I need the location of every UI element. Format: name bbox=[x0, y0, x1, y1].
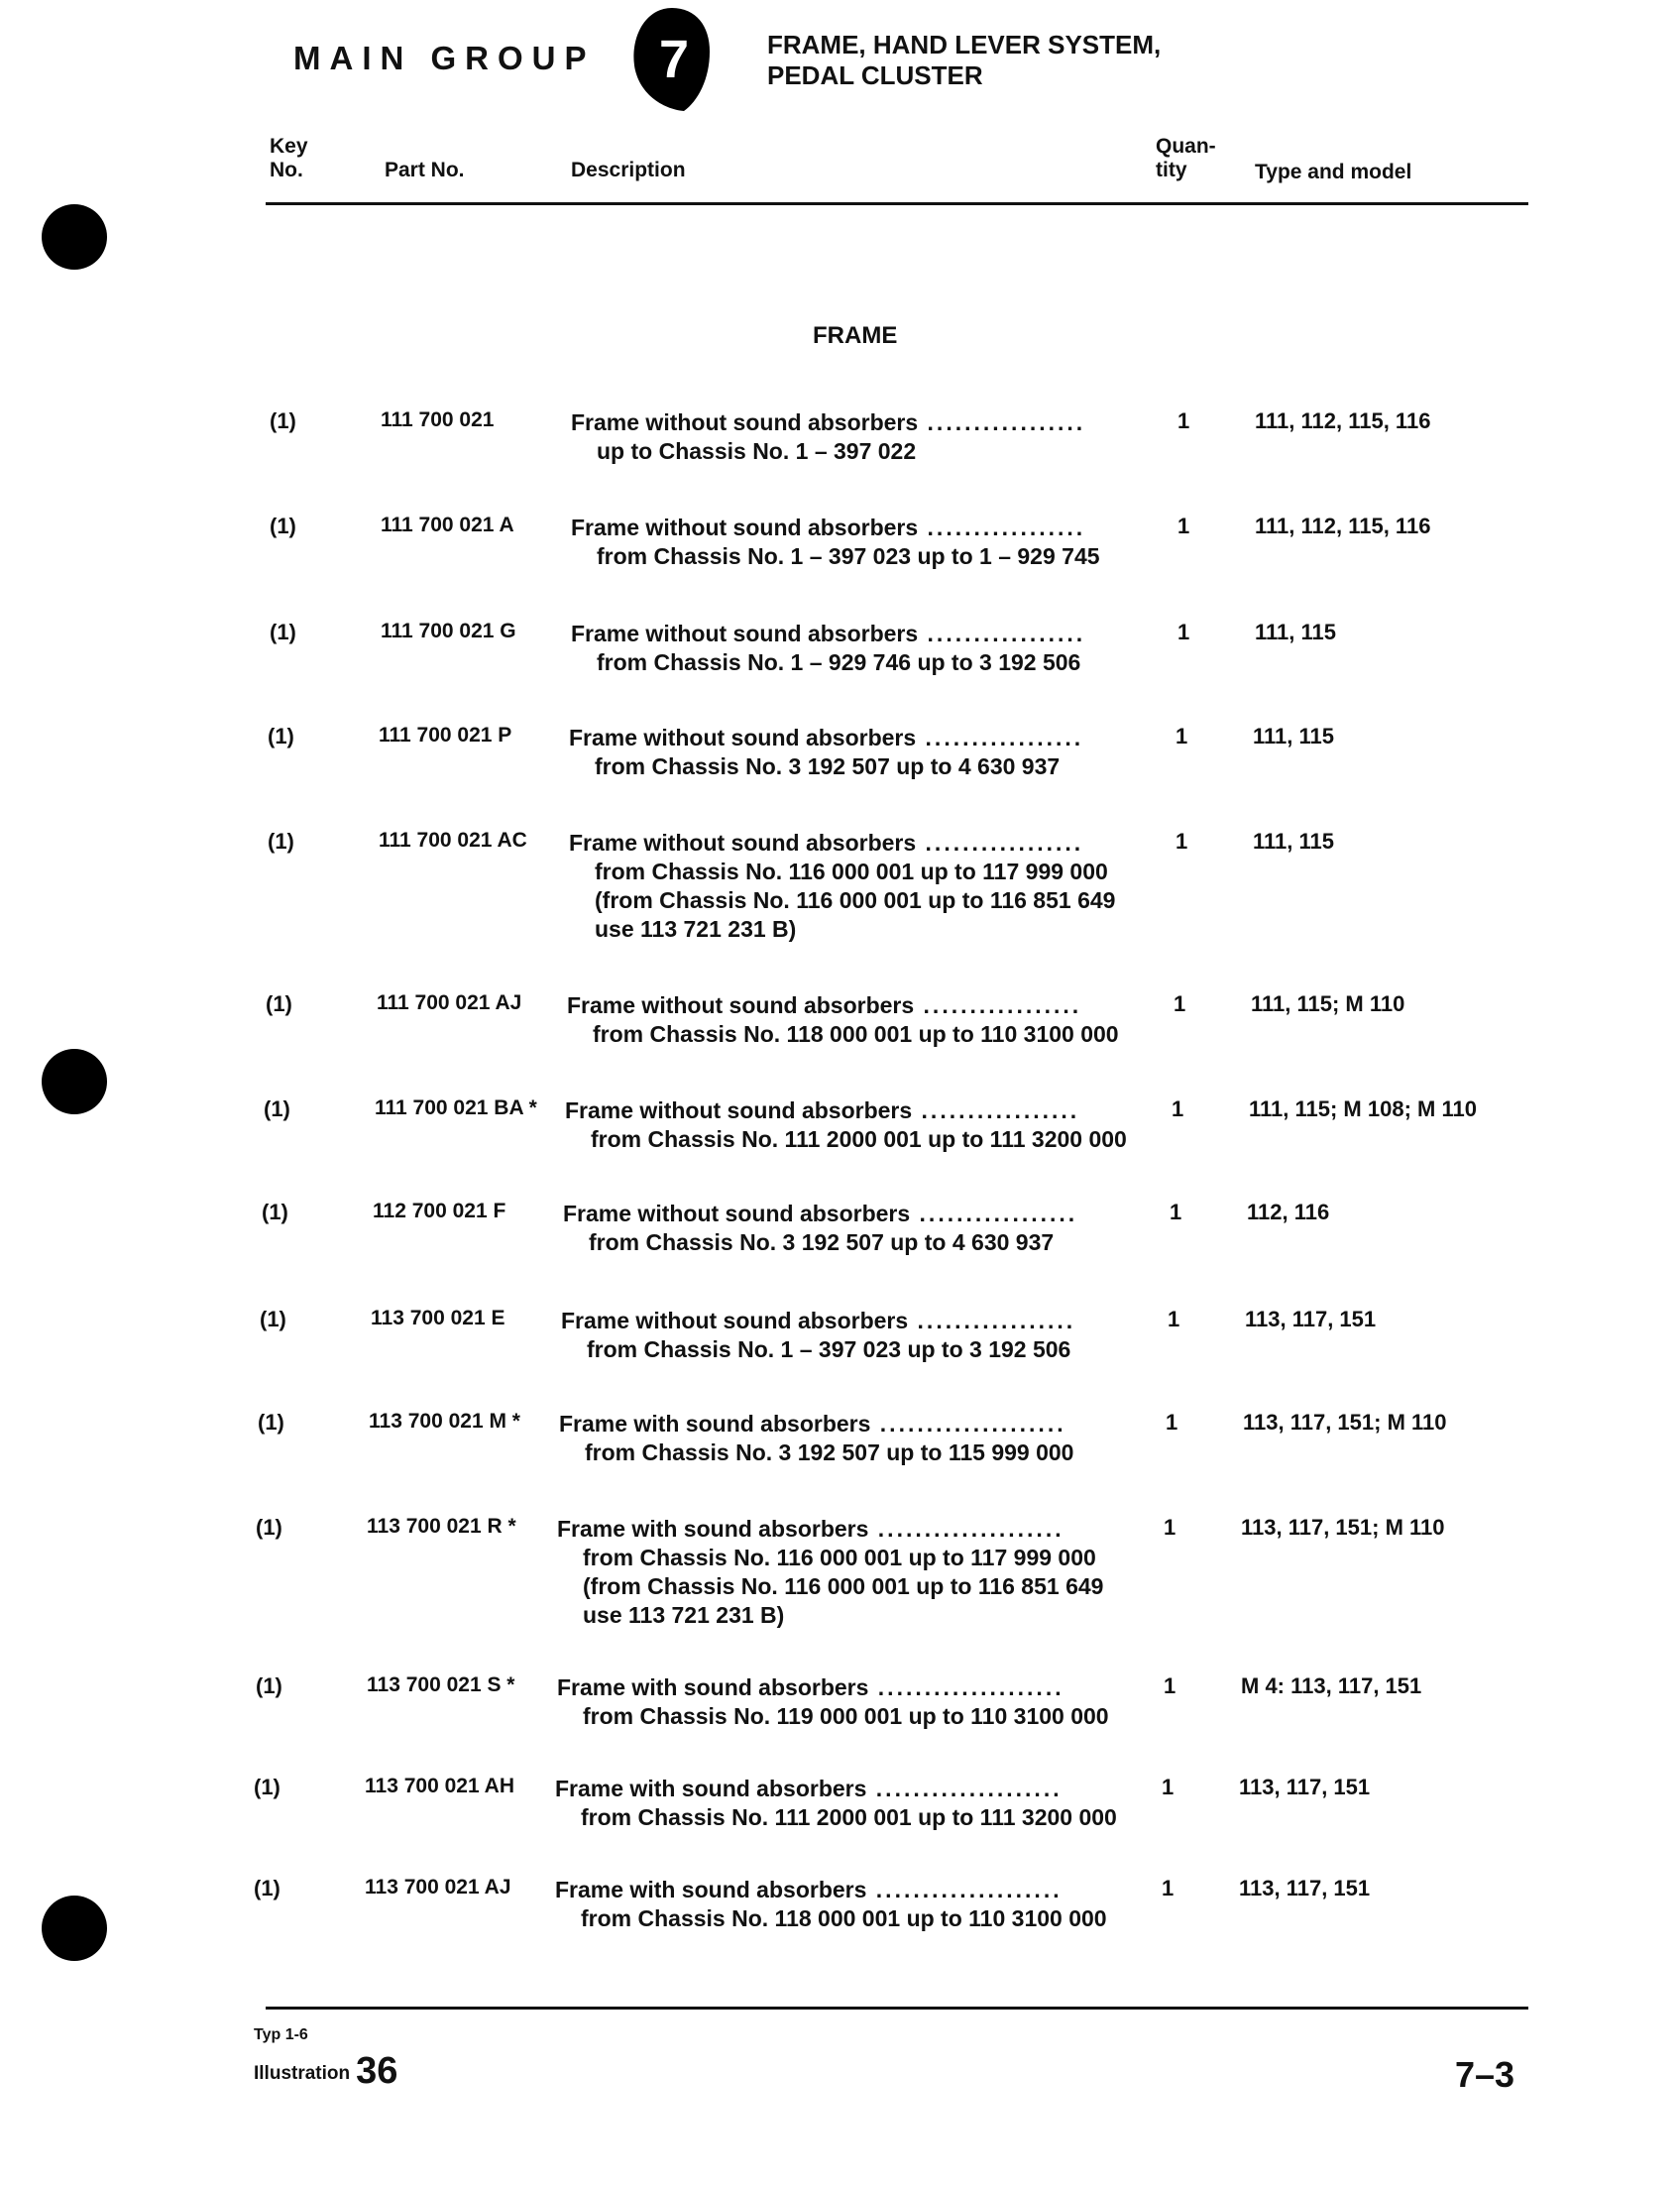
key-number: (1) bbox=[254, 1876, 280, 1900]
quantity: 1 bbox=[1172, 1096, 1184, 1121]
quantity: 1 bbox=[1164, 1515, 1176, 1540]
description-text: Frame without sound absorbers bbox=[571, 621, 919, 646]
leader-dots: .................... bbox=[868, 1516, 1064, 1542]
description-text: from Chassis No. 1 – 397 023 up to 1 – 929 745 bbox=[597, 543, 1100, 569]
leader-dots: ................. bbox=[916, 725, 1084, 750]
description-text: from Chassis No. 1 – 929 746 up to 3 192 506 bbox=[597, 649, 1081, 675]
key-number: (1) bbox=[258, 1410, 284, 1435]
description-line bbox=[555, 1876, 1107, 1904]
part-number: 112 700 021 F bbox=[373, 1200, 506, 1222]
quantity: 1 bbox=[1174, 991, 1186, 1016]
table-row bbox=[0, 1200, 1680, 1299]
quantity: 1 bbox=[1164, 1673, 1176, 1698]
col-key-line2: No. bbox=[270, 159, 303, 181]
description-line bbox=[571, 514, 1100, 542]
description-line bbox=[561, 1307, 1075, 1335]
description-text: (from Chassis No. 116 000 001 up to 116 851 649 bbox=[583, 1573, 1104, 1599]
description-detail-line bbox=[569, 915, 1115, 944]
description bbox=[569, 829, 1115, 944]
description-text: (from Chassis No. 116 000 001 up to 116 851 649 bbox=[595, 887, 1116, 913]
col-key-no bbox=[270, 135, 308, 182]
col-description: Description bbox=[571, 159, 686, 181]
leader-dots: ................. bbox=[918, 621, 1086, 646]
description-line bbox=[559, 1410, 1073, 1439]
type-and-model: 113, 117, 151; M 110 bbox=[1243, 1410, 1447, 1435]
quantity: 1 bbox=[1166, 1410, 1178, 1435]
type-and-model: 113, 117, 151 bbox=[1239, 1876, 1371, 1900]
table-row bbox=[0, 514, 1680, 613]
description-text: Frame without sound absorbers bbox=[567, 992, 915, 1018]
description-detail-line bbox=[557, 1544, 1103, 1572]
part-number: 111 700 021 bbox=[381, 408, 495, 431]
description-line bbox=[565, 1096, 1127, 1125]
description-text: from Chassis No. 118 000 001 up to 110 3100 000 bbox=[581, 1905, 1107, 1931]
description-line bbox=[571, 408, 1085, 437]
description-line bbox=[567, 991, 1119, 1020]
table-row bbox=[0, 1673, 1680, 1773]
table-row bbox=[0, 1775, 1680, 1874]
description bbox=[571, 620, 1085, 677]
leader-dots: ................. bbox=[914, 992, 1082, 1018]
leader-dots: ................. bbox=[910, 1201, 1078, 1226]
key-number: (1) bbox=[268, 829, 294, 854]
table-row bbox=[0, 1410, 1680, 1509]
description-detail-line bbox=[569, 752, 1083, 781]
description bbox=[571, 514, 1100, 571]
table-row bbox=[0, 1307, 1680, 1406]
description-text: Frame with sound absorbers bbox=[555, 1877, 867, 1902]
leader-dots: ................. bbox=[918, 409, 1086, 435]
description-text: up to Chassis No. 1 – 397 022 bbox=[597, 438, 917, 464]
part-number: 113 700 021 E bbox=[371, 1307, 505, 1329]
description-text: from Chassis No. 116 000 001 up to 117 999 000 bbox=[595, 859, 1108, 884]
quantity: 1 bbox=[1170, 1200, 1182, 1224]
leader-dots: .................... bbox=[866, 1877, 1063, 1902]
description bbox=[557, 1673, 1109, 1731]
description-line bbox=[557, 1515, 1103, 1544]
description-line bbox=[563, 1200, 1077, 1228]
type-and-model: 113, 117, 151 bbox=[1245, 1307, 1377, 1331]
description bbox=[561, 1307, 1075, 1364]
part-number: 111 700 021 G bbox=[381, 620, 516, 642]
description-detail-line bbox=[571, 542, 1100, 571]
description-detail-line bbox=[557, 1572, 1103, 1601]
description bbox=[569, 724, 1083, 781]
punch-hole bbox=[42, 204, 107, 270]
description bbox=[557, 1515, 1103, 1630]
part-number: 111 700 021 A bbox=[381, 514, 514, 536]
part-number: 113 700 021 AJ bbox=[365, 1876, 511, 1899]
table-row bbox=[0, 1515, 1680, 1628]
key-number: (1) bbox=[266, 991, 292, 1016]
description-text: from Chassis No. 1 – 397 023 up to 3 192 506 bbox=[587, 1336, 1071, 1362]
table-row bbox=[0, 991, 1680, 1091]
footer-typ: Typ 1-6 bbox=[254, 2026, 308, 2043]
type-and-model: 111, 115 bbox=[1253, 724, 1334, 748]
quantity: 1 bbox=[1162, 1775, 1175, 1799]
col-qty-line2: tity bbox=[1156, 159, 1187, 181]
group-number: 7 bbox=[658, 30, 690, 89]
description-text: Frame without sound absorbers bbox=[571, 409, 919, 435]
type-and-model: 113, 117, 151; M 110 bbox=[1241, 1515, 1445, 1540]
quantity: 1 bbox=[1177, 620, 1190, 644]
illustration-label: Illustration bbox=[254, 2063, 351, 2084]
type-and-model: 113, 117, 151 bbox=[1239, 1775, 1371, 1799]
leader-dots: ................. bbox=[916, 830, 1084, 856]
table-row bbox=[0, 1876, 1680, 1975]
description bbox=[567, 991, 1119, 1049]
type-and-model: 111, 112, 115, 116 bbox=[1255, 408, 1431, 433]
quantity: 1 bbox=[1176, 829, 1188, 854]
description-line bbox=[555, 1775, 1117, 1803]
key-number: (1) bbox=[264, 1096, 290, 1121]
key-number: (1) bbox=[268, 724, 294, 748]
description-text: Frame with sound absorbers bbox=[559, 1411, 871, 1437]
col-quantity bbox=[1156, 135, 1216, 182]
key-number: (1) bbox=[254, 1775, 280, 1799]
description-text: from Chassis No. 118 000 001 up to 110 3100 000 bbox=[593, 1021, 1119, 1047]
section-title: FRAME bbox=[813, 322, 898, 349]
description-detail-line bbox=[557, 1702, 1109, 1731]
description-detail-line bbox=[567, 1020, 1119, 1049]
type-and-model: 111, 115; M 110 bbox=[1251, 991, 1405, 1016]
description-line bbox=[569, 724, 1083, 752]
col-type-model: Type and model bbox=[1255, 161, 1412, 183]
description-text: use 113 721 231 B) bbox=[595, 916, 797, 942]
description-detail-line bbox=[569, 858, 1115, 886]
description-detail-line bbox=[559, 1439, 1073, 1467]
description bbox=[555, 1876, 1107, 1933]
description bbox=[559, 1410, 1073, 1467]
key-number: (1) bbox=[256, 1673, 282, 1698]
quantity: 1 bbox=[1177, 408, 1190, 433]
part-number: 113 700 021 S * bbox=[367, 1673, 515, 1696]
quantity: 1 bbox=[1177, 514, 1190, 538]
description bbox=[565, 1096, 1127, 1154]
main-group-label: MAIN GROUP bbox=[293, 40, 596, 76]
description-detail-line bbox=[565, 1125, 1127, 1154]
leader-dots: .................... bbox=[870, 1411, 1066, 1437]
part-number: 113 700 021 AH bbox=[365, 1775, 515, 1797]
key-number: (1) bbox=[270, 620, 296, 644]
description-detail-line bbox=[571, 437, 1085, 466]
col-part-no: Part No. bbox=[385, 159, 465, 181]
leader-dots: .................... bbox=[866, 1776, 1063, 1801]
description-text: from Chassis No. 116 000 001 up to 117 999 000 bbox=[583, 1545, 1096, 1570]
illustration-number: 36 bbox=[356, 2050, 398, 2092]
description-text: Frame with sound absorbers bbox=[555, 1776, 867, 1801]
key-number: (1) bbox=[260, 1307, 286, 1331]
description-line bbox=[557, 1673, 1109, 1702]
description bbox=[563, 1200, 1077, 1257]
description-detail-line bbox=[557, 1601, 1103, 1630]
group-title bbox=[767, 30, 1161, 91]
description-text: Frame without sound absorbers bbox=[561, 1308, 909, 1333]
description-text: Frame without sound absorbers bbox=[569, 725, 917, 750]
footer-rule bbox=[266, 2007, 1528, 2010]
quantity: 1 bbox=[1162, 1876, 1175, 1900]
description-detail-line bbox=[571, 648, 1085, 677]
description-detail-line bbox=[555, 1803, 1117, 1832]
description-detail-line bbox=[569, 886, 1115, 915]
type-and-model: 111, 115 bbox=[1255, 620, 1336, 644]
type-and-model: 111, 115 bbox=[1253, 829, 1334, 854]
part-number: 113 700 021 M * bbox=[369, 1410, 520, 1433]
description-text: from Chassis No. 111 2000 001 up to 111 3200 000 bbox=[581, 1804, 1117, 1830]
col-key-line1: Key bbox=[270, 135, 308, 158]
description-line bbox=[569, 829, 1115, 858]
table-row bbox=[0, 829, 1680, 942]
description-line bbox=[571, 620, 1085, 648]
description-detail-line bbox=[563, 1228, 1077, 1257]
description-text: Frame without sound absorbers bbox=[571, 515, 919, 540]
key-number: (1) bbox=[270, 514, 296, 538]
description-text: from Chassis No. 119 000 001 up to 110 3100 000 bbox=[583, 1703, 1109, 1729]
description-text: Frame with sound absorbers bbox=[557, 1674, 869, 1700]
footer-illustration bbox=[254, 2050, 397, 2093]
part-number: 111 700 021 AJ bbox=[377, 991, 522, 1014]
group-title-line1: FRAME, HAND LEVER SYSTEM, bbox=[767, 30, 1162, 59]
type-and-model: M 4: 113, 117, 151 bbox=[1241, 1673, 1422, 1698]
description bbox=[571, 408, 1085, 466]
table-row bbox=[0, 1096, 1680, 1196]
quantity: 1 bbox=[1168, 1307, 1180, 1331]
group-title-line2: PEDAL CLUSTER bbox=[767, 60, 983, 90]
description-text: use 113 721 231 B) bbox=[583, 1602, 785, 1628]
key-number: (1) bbox=[270, 408, 296, 433]
type-and-model: 111, 115; M 108; M 110 bbox=[1249, 1096, 1477, 1121]
group-number-badge bbox=[632, 6, 712, 113]
quantity: 1 bbox=[1176, 724, 1188, 748]
description-text: Frame with sound absorbers bbox=[557, 1516, 869, 1542]
description-text: from Chassis No. 3 192 507 up to 4 630 937 bbox=[589, 1229, 1055, 1255]
part-number: 111 700 021 P bbox=[379, 724, 512, 747]
part-number: 111 700 021 AC bbox=[379, 829, 527, 852]
leader-dots: ................. bbox=[918, 515, 1086, 540]
col-qty-line1: Quan- bbox=[1156, 135, 1216, 158]
description-detail-line bbox=[561, 1335, 1075, 1364]
description-text: Frame without sound absorbers bbox=[565, 1097, 913, 1123]
type-and-model: 112, 116 bbox=[1247, 1200, 1330, 1224]
table-row bbox=[0, 408, 1680, 508]
description bbox=[555, 1775, 1117, 1832]
page-number: 7–3 bbox=[1455, 2054, 1515, 2095]
header-rule bbox=[266, 202, 1528, 205]
leader-dots: ................. bbox=[912, 1097, 1080, 1123]
part-number: 111 700 021 BA * bbox=[375, 1096, 537, 1119]
leader-dots: ................. bbox=[908, 1308, 1076, 1333]
description-text: Frame without sound absorbers bbox=[569, 830, 917, 856]
description-text: from Chassis No. 3 192 507 up to 115 999 000 bbox=[585, 1439, 1074, 1465]
description-text: from Chassis No. 111 2000 001 up to 111 3200 000 bbox=[591, 1126, 1127, 1152]
description-text: from Chassis No. 3 192 507 up to 4 630 937 bbox=[595, 753, 1061, 779]
leader-dots: .................... bbox=[868, 1674, 1064, 1700]
type-and-model: 111, 112, 115, 116 bbox=[1255, 514, 1431, 538]
key-number: (1) bbox=[256, 1515, 282, 1540]
description-detail-line bbox=[555, 1904, 1107, 1933]
key-number: (1) bbox=[262, 1200, 288, 1224]
part-number: 113 700 021 R * bbox=[367, 1515, 516, 1538]
table-row bbox=[0, 724, 1680, 823]
table-row bbox=[0, 620, 1680, 719]
description-text: Frame without sound absorbers bbox=[563, 1201, 911, 1226]
